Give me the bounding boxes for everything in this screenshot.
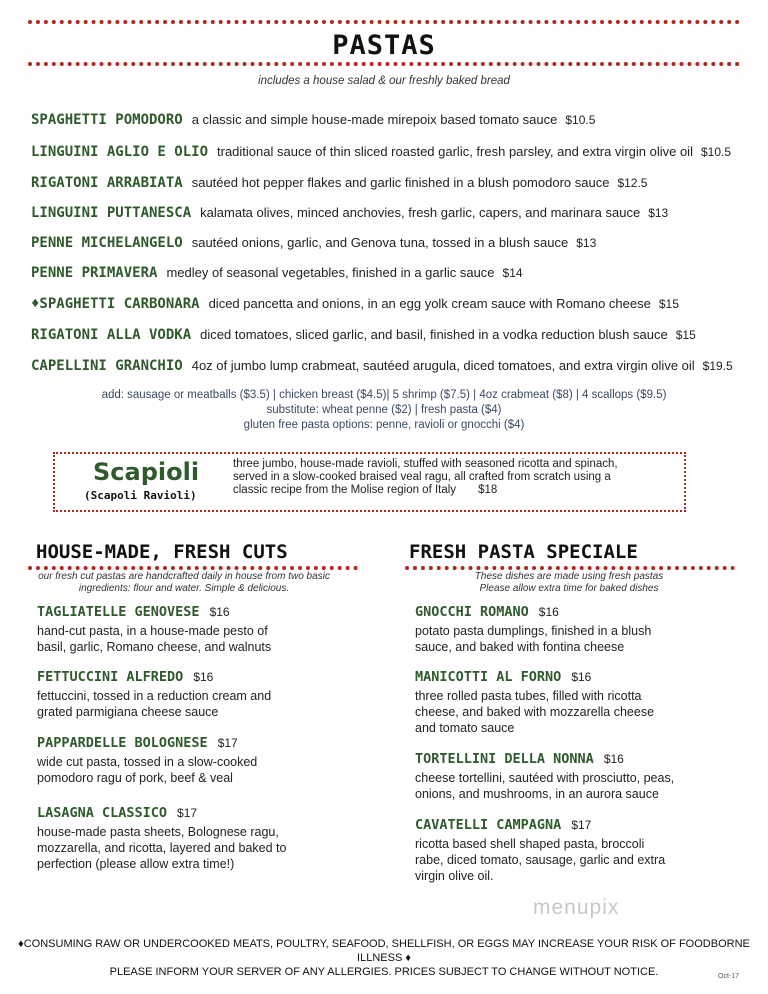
addons-block xyxy=(0,388,768,433)
dish-name: FETTUCCINI ALFREDO xyxy=(37,669,184,685)
dish-price: $17 xyxy=(571,818,592,832)
dish-price: $15 xyxy=(658,297,679,311)
dish-price: $12.5 xyxy=(617,176,648,190)
dish-price: $13 xyxy=(648,206,669,220)
speciale-item xyxy=(415,668,745,736)
dish-description-line: basil, garlic, Romano cheese, and walnuts xyxy=(37,640,272,654)
fresh-cut-item xyxy=(37,603,367,655)
dish-name: CAPELLINI GRANCHIO xyxy=(31,358,183,374)
speciale-divider xyxy=(405,566,735,570)
dish-description-line: grated parmigiana cheese sauce xyxy=(37,705,219,719)
footer-disclaimer xyxy=(0,937,768,979)
dish-description: sautéed onions, garlic, and Genova tuna, tossed in a blush sauce xyxy=(191,235,569,250)
scapioli-price: $18 xyxy=(478,484,498,496)
top-divider-lower xyxy=(28,62,740,66)
dish-description: diced tomatoes, sliced garlic, and basil, finished in a vodka reduction blush sauce xyxy=(200,327,668,342)
fresh-cuts-subtitle-line: ingredients: flour and water. Simple & delicious. xyxy=(78,583,290,594)
watermark-logo: menupix xyxy=(533,896,620,919)
scapioli-name: Scapioli xyxy=(93,458,200,486)
menu-item xyxy=(31,264,523,282)
scapioli-desc-line: three jumbo, house-made ravioli, stuffed with seasoned ricotta and spinach, xyxy=(233,458,618,470)
dish-description-line: potato pasta dumplings, finished in a blush xyxy=(415,624,652,638)
dish-description-line: pomodoro ragu of pork, beef & veal xyxy=(37,771,233,785)
scapioli-description xyxy=(233,458,673,497)
dish-name: RIGATONI ARRABIATA xyxy=(31,175,183,191)
dish-description-line: rabe, diced tomato, sausage, garlic and extra xyxy=(415,853,666,867)
dish-description-line: mozzarella, and ricotta, layered and baked to xyxy=(37,841,287,855)
dish-name: MANICOTTI AL FORNO xyxy=(415,669,562,685)
dish-price: $16 xyxy=(193,670,214,684)
dish-description-line: ricotta based shell shaped pasta, broccoli xyxy=(415,837,645,851)
dish-price: $19.5 xyxy=(702,359,733,373)
dish-name: TAGLIATELLE GENOVESE xyxy=(37,604,200,620)
dish-description-line: house-made pasta sheets, Bolognese ragu, xyxy=(37,825,279,839)
dish-name: PENNE PRIMAVERA xyxy=(31,265,158,281)
dish-description: medley of seasonal vegetables, finished in a garlic sauce xyxy=(166,265,495,280)
dish-name: LINGUINI AGLIO E OLIO xyxy=(31,144,209,160)
dish-description: kalamata olives, minced anchovies, fresh garlic, capers, and marinara sauce xyxy=(200,205,641,220)
dish-price: $10.5 xyxy=(700,145,731,159)
fresh-cuts-subtitle-line: our fresh cut pastas are handcrafted daily in house from two basic xyxy=(38,571,330,582)
dish-name: SPAGHETTI POMODORO xyxy=(31,112,183,128)
dish-description-line: three rolled pasta tubes, filled with ricotta xyxy=(415,689,642,703)
dish-price: $14 xyxy=(502,266,523,280)
dish-description-line: wide cut pasta, tossed in a slow-cooked xyxy=(37,755,258,769)
dish-price: $17 xyxy=(217,736,238,750)
scapioli-subname: (Scapoli Ravioli) xyxy=(84,489,197,502)
dish-name: LINGUINI PUTTANESCA xyxy=(31,205,192,221)
footer-line: ♦CONSUMING RAW OR UNDERCOOKED MEATS, POULTRY, SEAFOOD, SHELLFISH, OR EGGS MAY INCREASE YOUR RISK OF FOODBORNE ILLNESS ♦ xyxy=(18,938,750,964)
dish-name: CAVATELLI CAMPAGNA xyxy=(415,817,562,833)
dish-description-line: cheese tortellini, sautéed with prosciutto, peas, xyxy=(415,771,675,785)
dish-name: PENNE MICHELANGELO xyxy=(31,235,183,251)
dish-price: $13 xyxy=(576,236,597,250)
dish-name: GNOCCHI ROMANO xyxy=(415,604,529,620)
dish-description: 4oz of jumbo lump crabmeat, sautéed arugula, diced tomatoes, and extra virgin olive oil xyxy=(191,358,695,373)
dish-description: traditional sauce of thin sliced roasted garlic, fresh parsley, and extra virgin olive oil xyxy=(217,144,693,159)
menu-item xyxy=(31,111,595,129)
dish-price: $17 xyxy=(177,806,198,820)
fresh-cut-item xyxy=(37,804,367,872)
dish-price: $10.5 xyxy=(565,113,596,127)
fresh-cuts-divider xyxy=(28,566,358,570)
menu-item xyxy=(31,143,731,161)
dish-description: diced pancetta and onions, in an egg yolk cream sauce with Romano cheese xyxy=(208,296,651,311)
dish-price: $16 xyxy=(209,605,230,619)
dish-description-line: sauce, and baked with fontina cheese xyxy=(415,640,625,654)
speciale-subtitle-line: Please allow extra time for baked dishes xyxy=(479,583,659,594)
fresh-cut-item xyxy=(37,668,367,720)
date-code: Oct-17 xyxy=(718,973,740,980)
menu-item xyxy=(31,357,733,375)
menu-item xyxy=(31,204,668,222)
dish-price: $16 xyxy=(603,752,624,766)
addons-line: add: sausage or meatballs ($3.5) | chicken breast ($4.5)| 5 shrimp ($7.5) | 4oz crabmeat ($8) | 4 scallops ($9.5) xyxy=(101,389,667,401)
page-subtitle: includes a house salad & our freshly baked bread xyxy=(258,75,510,87)
menu-item xyxy=(31,234,596,252)
fresh-cuts-title: HOUSE-MADE, FRESH CUTS xyxy=(36,541,288,563)
page-title: PASTAS xyxy=(332,30,436,61)
dish-description-line: cheese, and baked with mozzarella cheese xyxy=(415,705,655,719)
dish-description: sautéed hot pepper flakes and garlic finished in a blush pomodoro sauce xyxy=(191,175,610,190)
dish-description-line: hand-cut pasta, in a house-made pesto of xyxy=(37,624,268,638)
dish-price: $16 xyxy=(538,605,559,619)
speciale-item xyxy=(415,603,745,655)
gluten-free-line: gluten free pasta options: penne, ravioli or gnocchi ($4) xyxy=(243,419,525,431)
dish-description-line: virgin olive oil. xyxy=(415,869,494,883)
scapioli-desc-line: classic recipe from the Molise region of Italy xyxy=(233,484,457,496)
menu-item xyxy=(31,295,679,313)
dish-description-line: onions, and mushrooms, in an aurora sauce xyxy=(415,787,659,801)
menu-item xyxy=(31,174,647,192)
speciale-subtitle xyxy=(399,571,739,595)
dish-description-line: and tomato sauce xyxy=(415,721,515,735)
fresh-cut-item xyxy=(37,734,367,786)
speciale-item xyxy=(415,816,745,884)
scapioli-desc-line: served in a slow-cooked braised veal ragu, all crafted from scratch using a xyxy=(233,471,611,483)
top-divider-upper xyxy=(28,20,740,24)
footer-line: PLEASE INFORM YOUR SERVER OF ANY ALLERGIES. PRICES SUBJECT TO CHANGE WITHOUT NOTICE. xyxy=(109,966,659,978)
speciale-title: FRESH PASTA SPECIALE xyxy=(409,541,638,563)
dish-name: PAPPARDELLE BOLOGNESE xyxy=(37,735,208,751)
dish-name: TORTELLINI DELLA NONNA xyxy=(415,751,594,767)
dish-price: $16 xyxy=(571,670,592,684)
speciale-item xyxy=(415,750,745,802)
dish-description: a classic and simple house-made mirepoix based tomato sauce xyxy=(191,112,558,127)
dish-price: $15 xyxy=(675,328,696,342)
dish-name: LASAGNA CLASSICO xyxy=(37,805,168,821)
substitute-line: substitute: wheat penne ($2) | fresh pasta ($4) xyxy=(266,404,502,416)
fresh-cuts-subtitle xyxy=(14,571,354,595)
dish-description-line: perfection (please allow extra time!) xyxy=(37,857,235,871)
dish-name: RIGATONI ALLA VODKA xyxy=(31,327,192,343)
menu-item xyxy=(31,326,696,344)
speciale-subtitle-line: These dishes are made using fresh pastas xyxy=(474,571,664,582)
dish-description-line: fettuccini, tossed in a reduction cream and xyxy=(37,689,272,703)
dish-name: ♦SPAGHETTI CARBONARA xyxy=(31,296,200,312)
